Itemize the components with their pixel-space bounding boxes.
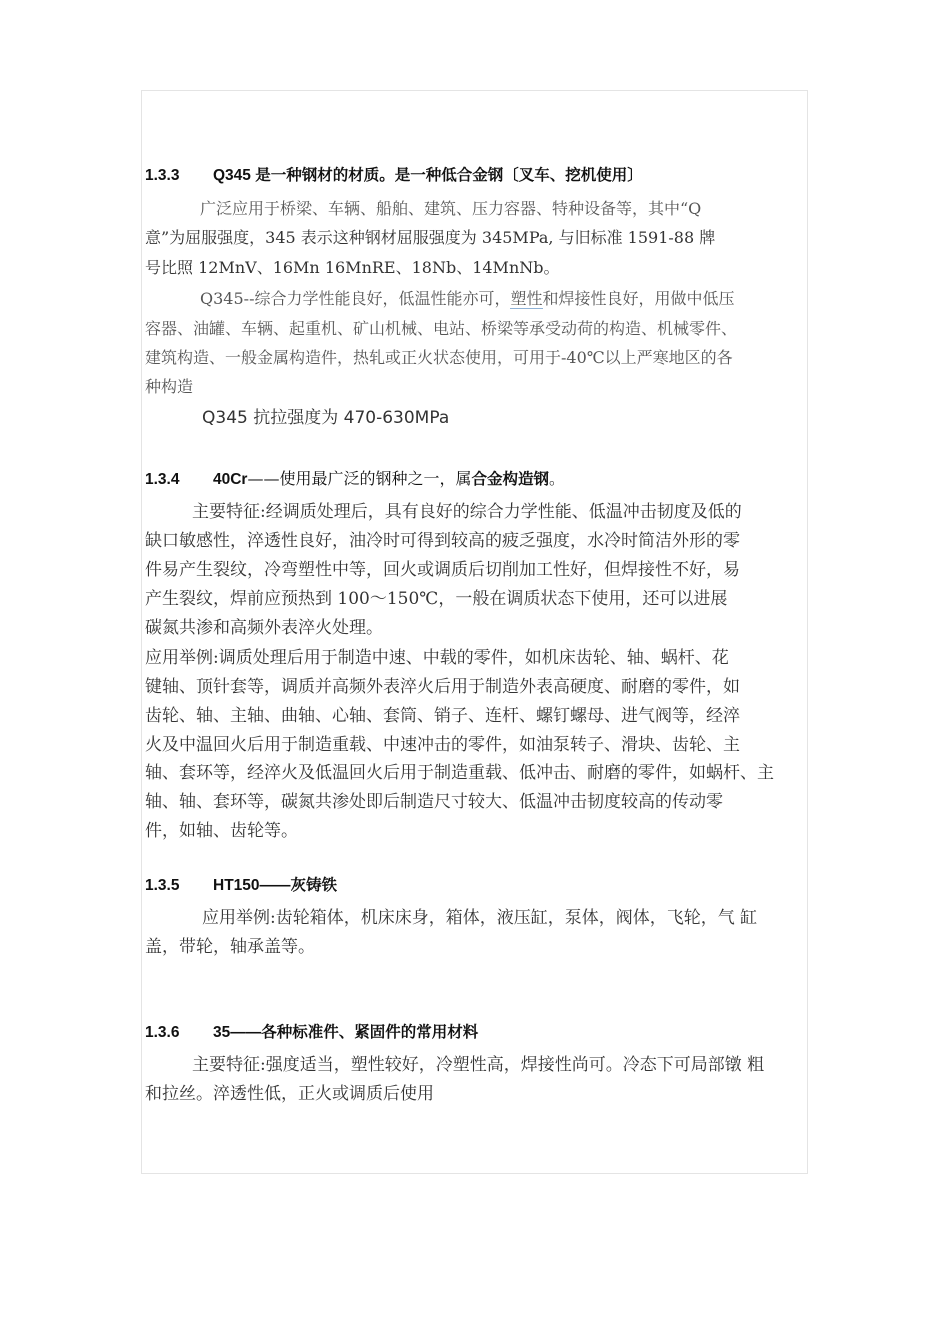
paragraph-line: 产生裂纹，焊前应预热到 100～150℃，一般在调质状态下使用，还可以进展	[145, 589, 728, 609]
section-title-a: 40Cr	[213, 471, 248, 488]
heading-1-3-5	[145, 873, 337, 895]
section-title: Q345 是一种钢材的材质。是一种低合金钢〔叉车、挖机使用〕	[213, 167, 643, 184]
paragraph-line: 件易产生裂纹，冷弯塑性中等，回火或调质后切削加工性好，但焊接性不好，易	[145, 560, 740, 580]
paragraph-line: 盖，带轮，轴承盖等。	[145, 937, 315, 957]
paragraph-line: 轴、轴、套环等，碳氮共渗处即后制造尺寸较大、低温冲击韧度较高的传动零	[145, 792, 723, 812]
heading-1-3-3	[145, 163, 643, 185]
section-number: 1.3.3	[145, 167, 180, 184]
paragraph-line: 件，如轴、齿轮等。	[145, 821, 298, 841]
paragraph-line: 建筑构造、一般金属构造件，热轧或正火状态使用，可用于-40℃以上严寒地区的各	[145, 348, 733, 367]
section-number: 1.3.4	[145, 471, 180, 488]
paragraph-line: 广泛应用于桥梁、车辆、船舶、建筑、压力容器、特种设备等，其中“Q	[200, 199, 702, 218]
paragraph-line: 缺口敏感性，淬透性良好，油冷时可得到较高的疲乏强度，水冷时简洁外形的零	[145, 531, 740, 551]
section-title: 35——各种标准件、紧固件的常用材料	[213, 1024, 479, 1041]
section-title: HT150——灰铸铁	[213, 877, 338, 894]
paragraph-line: 意”为屈服强度，345 表示这种钢材屈服强度为 345MPa, 与旧标准 1591-88 牌	[145, 228, 716, 247]
paragraph-line: 轴、套环等，经淬火及低温回火后用于制造重载、低冲击、耐磨的零件，如蜗杆、主	[145, 763, 774, 783]
section-number: 1.3.5	[145, 877, 180, 894]
hyperlink-text[interactable]: 塑性	[510, 289, 543, 308]
paragraph-line: 主要特征:经调质处理后，具有良好的综合力学性能、低温冲击韧度及低的	[192, 502, 742, 522]
paragraph-line: 容器、油罐、车辆、起重机、矿山机械、电站、桥梁等承受动荷的构造、机械零件、	[145, 319, 738, 338]
section-title-b: ——使用最广泛的钢种之一，属	[247, 469, 472, 488]
paragraph-line: 齿轮、轴、主轴、曲轴、心轴、套筒、销子、连杆、螺钉螺母、进气阀等，经淬	[145, 706, 740, 726]
paragraph-line: 火及中温回火后用于制造重载、中速冲击的零件，如油泵转子、滑块、齿轮、主	[145, 735, 740, 755]
heading-1-3-4	[145, 466, 565, 489]
text-run: 和焊接性良好，用做中低压	[542, 289, 735, 308]
paragraph-line: 和拉丝。淬透性低，正火或调质后使用	[145, 1084, 434, 1104]
paragraph-line: Q345 抗拉强度为 470-630MPa	[202, 408, 450, 428]
paragraph-line: 应用举例:齿轮箱体，机床床身，箱体，液压缸，泵体，阀体，飞轮，气 缸	[202, 908, 758, 928]
paragraph-line: 主要特征:强度适当，塑性较好，冷塑性高，焊接性尚可。冷态下可局部镦 粗	[192, 1055, 765, 1075]
section-title-d: 。	[549, 471, 565, 488]
paragraph-line: 碳氮共渗和高频外表淬火处理。	[145, 618, 383, 638]
paragraph-line: 种构造	[145, 377, 194, 396]
paragraph-line: 应用举例:调质处理后用于制造中速、中载的零件，如机床齿轮、轴、蜗杆、花	[145, 648, 729, 668]
paragraph-line	[200, 286, 735, 309]
text-run: Q345--综合力学性能良好，低温性能亦可，	[200, 289, 511, 308]
section-number: 1.3.6	[145, 1024, 180, 1041]
paragraph-line: 号比照 12MnV、16Mn 16MnRE、18Nb、14MnNb。	[145, 258, 560, 277]
section-title-c: 合金构造钢	[471, 471, 549, 488]
heading-1-3-6	[145, 1020, 478, 1042]
paragraph-line: 键轴、顶针套等，调质并高频外表淬火后用于制造外表高硬度、耐磨的零件，如	[145, 677, 740, 697]
